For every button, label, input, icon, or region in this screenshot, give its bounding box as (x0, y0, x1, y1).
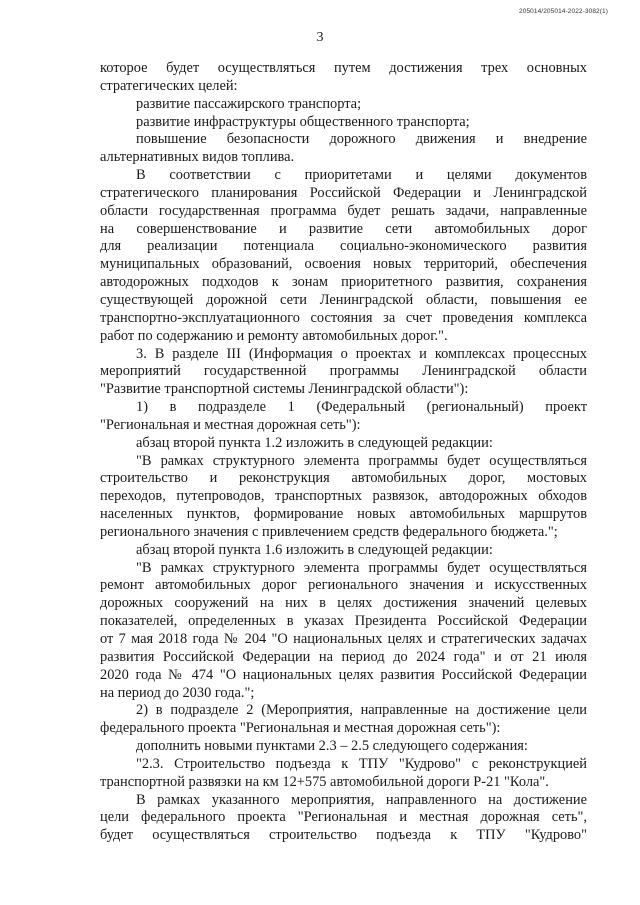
text-line: показателей, определенных в указах Президента Российской Федерации (100, 613, 587, 630)
text-line: повышение безопасности дорожного движения и внедрение (136, 131, 587, 148)
text-line: стратегического планирования Российской Федерации и Ленинградской (100, 184, 587, 201)
text-line: для реализации потенциала социально-экономического развития (100, 238, 587, 255)
text-line: стратегических целей: (100, 77, 238, 94)
text-line: работ по содержанию и ремонту автомобильных дорог.". (100, 327, 448, 344)
text-line: мероприятий государственной программы Ленинградской области (100, 363, 587, 380)
text-line: "В рамках структурного элемента программы будет осуществляться (136, 559, 587, 576)
text-line: автодорожных подходов к зонам приоритетного развития, сохранения (100, 274, 587, 291)
text-line: дополнить новыми пунктами 2.3 – 2.5 следующего содержания: (136, 738, 528, 755)
text-line: развитие инфраструктуры общественного транспорта; (136, 113, 470, 130)
text-line: регионального значения с привлечением средств федерального бюджета."; (100, 523, 558, 540)
text-line: будет осуществляться строительство подъезда к ТПУ "Кудрово" (100, 827, 587, 844)
text-line: 1) в подразделе 1 (Федеральный (региональный) проект (136, 399, 587, 416)
text-line: "Развитие транспортной системы Ленинградской области"): (100, 381, 469, 398)
text-line: транспортной развязки на км 12+575 автомобильной дороги Р-21 "Кола". (100, 773, 549, 790)
text-line: которое будет осуществляться путем достижения трех основных (100, 60, 587, 76)
document-body (100, 60, 587, 845)
text-line: цели федерального проекта "Региональная и местная дорожная сеть", (100, 809, 587, 826)
text-line: альтернативных видов топлива. (100, 149, 295, 166)
text-line: В рамках указанного мероприятия, направленного на достижение (136, 791, 587, 808)
text-line: "2.3. Строительство подъезда к ТПУ "Кудрово" с реконструкцией (136, 755, 587, 772)
text-line: 2) в подразделе 2 (Мероприятия, направленные на достижение цели (136, 702, 587, 719)
text-line: В соответствии с приоритетами и целями документов (136, 167, 587, 184)
text-line: от 7 мая 2018 года № 204 "О национальных целях и стратегических задачах (100, 631, 587, 647)
text-line: федерального проекта "Региональная и местная дорожная сеть"): (100, 720, 501, 737)
document-id: 205014/205014-2022-3082(1) (519, 8, 608, 15)
text-line: переходов, путепроводов, транспортных развязок, автодорожных обходов (100, 488, 587, 505)
text-line: муниципальных образований, освоения новых территорий, обеспечения (100, 256, 587, 273)
text-line: 3. В разделе III (Информация о проектах и комплексах процессных (136, 345, 587, 362)
text-line: дорожных сооружений на них в целях достижения значений целевых (100, 595, 587, 612)
text-line: абзац второй пункта 1.2 изложить в следующей редакции: (136, 434, 493, 451)
text-line: существующей дорожной сети Ленинградской области, повышения ее (100, 291, 587, 308)
text-line: области государственная программа будет решать задачи, направленные (100, 202, 587, 219)
text-line: "В рамках структурного элемента программы будет осуществляться (136, 452, 587, 469)
text-line: 2020 года № 474 "О национальных целях развития Российской Федерации (100, 666, 587, 683)
text-line: развитие пассажирского транспорта; (136, 95, 362, 112)
text-line: транспортно-эксплуатационного состояния за счет проведения комплекса (100, 309, 587, 326)
text-line: "Региональная и местная дорожная сеть"): (100, 416, 361, 433)
text-line: на совершенствование и развитие сети автомобильных дорог (100, 220, 587, 237)
text-line: развития Российской Федерации на период до 2024 года" и от 21 июля (100, 648, 587, 665)
page-number: 3 (316, 30, 324, 45)
text-line: ремонт автомобильных дорог регионального значения и искусственных (100, 577, 587, 594)
text-line: населенных пунктов, формирование новых автомобильных маршрутов (100, 506, 587, 523)
text-line: на период до 2030 года."; (100, 684, 255, 701)
text-line: строительство и реконструкция автомобильных дорог, мостовых (100, 470, 587, 487)
text-line: абзац второй пункта 1.6 изложить в следующей редакции: (136, 541, 493, 558)
